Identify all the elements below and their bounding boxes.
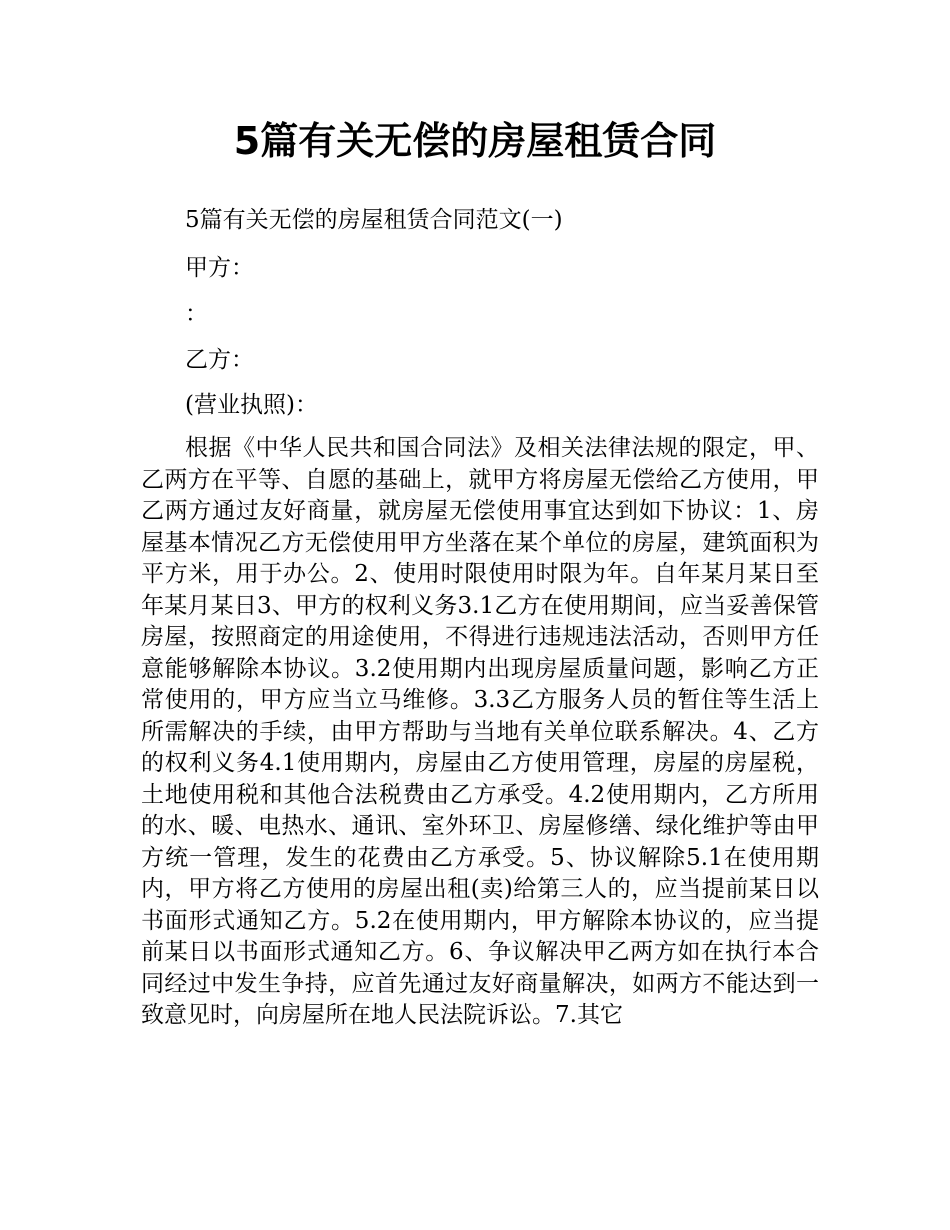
contract-body-paragraph: 根据《中华人民共和国合同法》及相关法律法规的限定，甲、乙两方在平等、自愿的基础上，就甲方将房屋无偿给乙方使用，甲乙两方通过友好商量，就房屋无偿使用事宜达到如下协议：1、房屋基本情况乙方无偿使用甲方坐落在某个单位的房屋，建筑面积为平方米，用于办公。2、使用时限使用时限为年。自年某月某日至年某月某日3、甲方的权利义务3.1乙方在使用期间，应当妥善保管房屋，按照商定的用途使用，不得进行违规违法活动，否则甲方任意能够解除本协议。3.2使用期内出现房屋质量问题，影响乙方正常使用的，甲方应当立马维修。3.3乙方服务人员的暂住等生活上所需解决的手续，由甲方帮助与当地有关单位联系解决。4、乙方的权利义务4.1使用期内，房屋由乙方使用管理，房屋的房屋税，土地使用税和其他合法税费由乙方承受。4.2使用期内，乙方所用的水、暖、电热水、通讯、室外环卫、房屋修缮、绿化维护等由甲方统一管理，发生的花费由乙方承受。5、协议解除5.1在使用期内，甲方将乙方使用的房屋出租(卖)给第三人的，应当提前某日以书面形式通知乙方。5.2在使用期内，甲方解除本协议的，应当提前某日以书面形式通知乙方。6、争议解决甲乙两方如在执行本合同经过中发生争持，应首先通过友好商量解决，如两方不能达到一致意见时，向房屋所在地人民法院诉讼。7.其它 <box>141 435 819 1028</box>
contract-subtitle: 5篇有关无偿的房屋租赁合同范文(一) <box>185 207 563 233</box>
business-license-label: (营业执照)： <box>185 392 318 418</box>
party-b-label: 乙方： <box>185 347 254 373</box>
party-a-label: 甲方： <box>185 255 254 281</box>
document-title: 5篇有关无偿的房屋租赁合同 <box>233 119 717 163</box>
colon-line: ： <box>185 301 208 327</box>
